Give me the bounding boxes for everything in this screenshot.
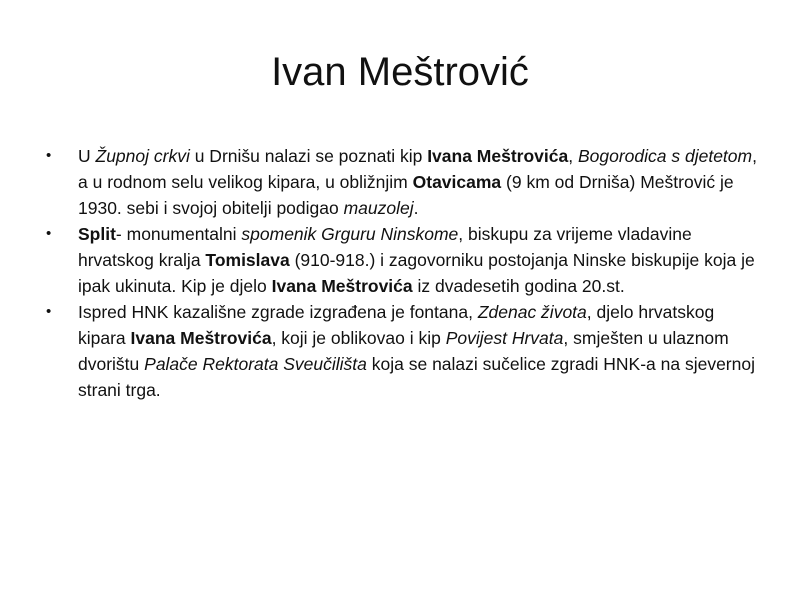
- bullet-item: [42, 221, 762, 299]
- bullet-text-segment: U: [78, 146, 96, 166]
- bullet-text-segment: Otavicama: [412, 172, 502, 192]
- bullet-text-segment: mauzolej: [343, 198, 414, 218]
- bullet-text-segment: Ivana Meštrovića: [427, 146, 569, 166]
- bullet-text-segment: iz dvadesetih godina 20.st.: [412, 276, 625, 296]
- bullet-text-segment: spomenik Grguru Ninskome: [241, 224, 459, 244]
- bullet-item: [42, 299, 762, 403]
- slide-title: Ivan Meštrović: [271, 50, 529, 94]
- bullet-list: [42, 143, 762, 403]
- bullet-text-segment: Ivana Meštrovića: [271, 276, 413, 296]
- bullet-text-segment: Tomislava: [205, 250, 290, 270]
- bullet-text-segment: - monumentalni: [115, 224, 242, 244]
- bullet-text-segment: u Drnišu nalazi se poznati kip: [189, 146, 428, 166]
- bullet-text-segment: (9 km od Drniša) Meštrović je 1930. sebi i svojoj obitelji podigao: [78, 172, 734, 218]
- bullet-text-segment: Bogorodica s djetetom: [577, 146, 753, 166]
- bullet-text-segment: Ispred HNK kazališne zgrade izgrađena je fontana,: [78, 302, 478, 322]
- bullet-text-segment: Povijest Hrvata: [445, 328, 564, 348]
- bullet-text-segment: , biskupu za vrijeme vladavine hrvatskog kralja: [78, 224, 692, 270]
- bullet-dot-icon: •: [46, 303, 52, 320]
- bullet-text-segment: koja se nalazi sučelice zgradi HNK-a na sjevernoj strani trga.: [78, 354, 755, 400]
- bullet-item: [42, 143, 762, 221]
- bullet-text-segment: Palače Rektorata Sveučilišta: [144, 354, 367, 374]
- bullet-text-segment: Župnoj crkvi: [95, 146, 190, 166]
- bullet-text-segment: .: [413, 198, 419, 218]
- bullet-text-segment: (910-918.) i zagovorniku postojanja Ninske biskupije koja je ipak ukinuta. Kip je djelo: [78, 250, 755, 296]
- bullet-text-segment: , koji je oblikovao i kip: [271, 328, 446, 348]
- bullet-dot-icon: •: [46, 225, 52, 242]
- bullet-text-segment: , smješten u ulaznom dvorištu: [78, 328, 729, 374]
- bullet-dot-icon: •: [46, 147, 52, 164]
- bullet-text-segment: , djelo hrvatskog kipara: [78, 302, 715, 348]
- bullet-text-segment: Ivana Meštrovića: [130, 328, 272, 348]
- bullet-text-segment: ,: [568, 146, 578, 166]
- bullet-text-segment: Split: [78, 224, 116, 244]
- bullet-text-segment: Zdenac života: [477, 302, 587, 322]
- bullet-text-segment: , a u rodnom selu velikog kipara, u obližnjim: [78, 146, 757, 192]
